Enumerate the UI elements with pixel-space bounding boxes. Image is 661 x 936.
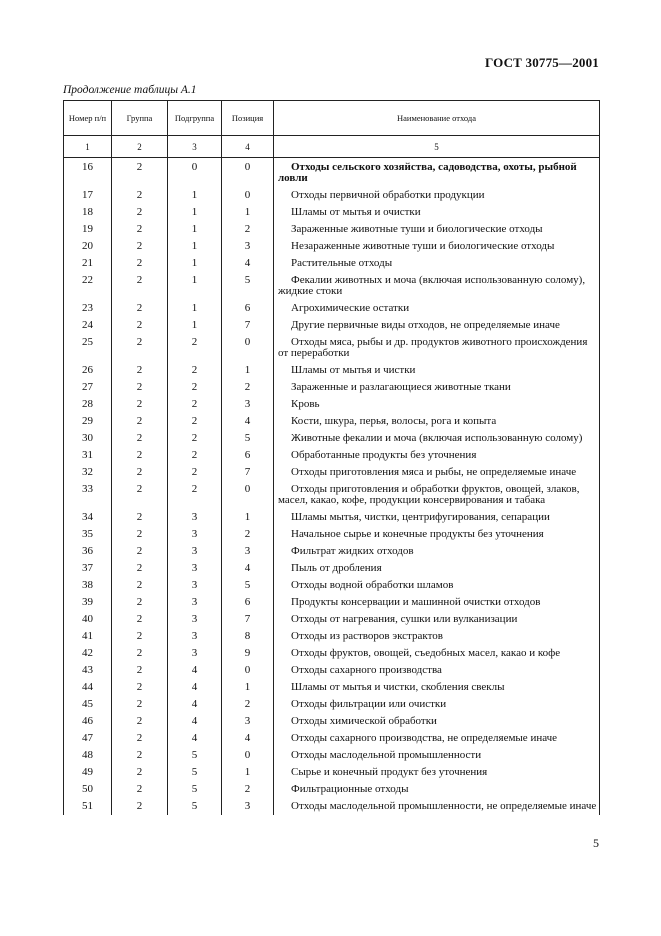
- row-number: 22: [64, 272, 112, 300]
- row-group: 2: [112, 396, 168, 413]
- row-waste-name-cell: [274, 764, 600, 781]
- row-subgroup: 1: [168, 300, 222, 317]
- row-position: 3: [222, 798, 274, 815]
- row-number: 49: [64, 764, 112, 781]
- row-number: 21: [64, 255, 112, 272]
- row-waste-name: Шламы от мытья и чистки: [291, 364, 416, 376]
- row-group: 2: [112, 300, 168, 317]
- col-header-name: Наименование отхода: [274, 101, 600, 136]
- row-position: 7: [222, 611, 274, 628]
- row-position: 1: [222, 362, 274, 379]
- row-group: 2: [112, 730, 168, 747]
- row-waste-name-cell: [274, 317, 600, 334]
- table-row: [64, 594, 600, 611]
- row-subgroup: 4: [168, 662, 222, 679]
- row-number: 46: [64, 713, 112, 730]
- row-waste-name: Отходы маслодельной промышленности, не определяемые иначе: [291, 800, 597, 812]
- row-position: 2: [222, 781, 274, 798]
- row-position: 2: [222, 221, 274, 238]
- row-group: 2: [112, 464, 168, 481]
- row-subgroup: 3: [168, 560, 222, 577]
- row-waste-name: Отходы маслодельной промышленности: [291, 749, 482, 761]
- table-row: [64, 187, 600, 204]
- table-row: [64, 362, 600, 379]
- column-number: 3: [168, 136, 222, 158]
- table-row: [64, 611, 600, 628]
- row-group: 2: [112, 447, 168, 464]
- table-row: [64, 221, 600, 238]
- table-row: [64, 679, 600, 696]
- row-position: 3: [222, 713, 274, 730]
- row-subgroup: 2: [168, 334, 222, 362]
- row-position: 9: [222, 645, 274, 662]
- row-group: 2: [112, 781, 168, 798]
- column-number: 5: [274, 136, 600, 158]
- row-number: 24: [64, 317, 112, 334]
- row-position: 0: [222, 187, 274, 204]
- table-row: [64, 696, 600, 713]
- row-group: 2: [112, 255, 168, 272]
- row-waste-name-cell: [274, 679, 600, 696]
- row-waste-name: Фильтрат жидких отходов: [291, 545, 414, 557]
- table-row: [64, 560, 600, 577]
- row-waste-name-cell: [274, 526, 600, 543]
- table-row: [64, 509, 600, 526]
- row-waste-name: Отходы приготовления мяса и рыбы, не определяемые иначе: [291, 466, 577, 478]
- row-subgroup: 4: [168, 696, 222, 713]
- row-position: 4: [222, 560, 274, 577]
- row-waste-name: Отходы фруктов, овощей, съедобных масел, какао и кофе: [291, 647, 561, 659]
- col-header-number: Номер п/п: [64, 101, 112, 136]
- row-number: 23: [64, 300, 112, 317]
- table-row: [64, 764, 600, 781]
- row-waste-name: Отходы фильтрации или очистки: [291, 698, 447, 710]
- row-waste-name-cell: [274, 272, 600, 300]
- row-waste-name-cell: [274, 662, 600, 679]
- row-waste-name-cell: [274, 696, 600, 713]
- row-position: 6: [222, 594, 274, 611]
- row-group: 2: [112, 764, 168, 781]
- row-waste-name: Растительные отходы: [291, 257, 393, 269]
- row-waste-name: Шламы от мытья и очистки: [291, 206, 421, 218]
- row-waste-name: Продукты консервации и машинной очистки отходов: [291, 596, 541, 608]
- row-number: 29: [64, 413, 112, 430]
- row-waste-name-cell: [274, 781, 600, 798]
- row-position: 7: [222, 317, 274, 334]
- row-waste-name: Другие первичные виды отходов, не определяемые иначе: [291, 319, 560, 331]
- row-number: 51: [64, 798, 112, 815]
- row-subgroup: 5: [168, 747, 222, 764]
- table-row: [64, 577, 600, 594]
- row-subgroup: 4: [168, 713, 222, 730]
- row-subgroup: 3: [168, 526, 222, 543]
- table-row: [64, 413, 600, 430]
- row-number: 37: [64, 560, 112, 577]
- row-number: 16: [64, 158, 112, 188]
- row-subgroup: 1: [168, 238, 222, 255]
- row-waste-name-cell: [274, 713, 600, 730]
- row-position: 0: [222, 158, 274, 188]
- row-subgroup: 3: [168, 509, 222, 526]
- row-group: 2: [112, 747, 168, 764]
- row-subgroup: 2: [168, 464, 222, 481]
- col-header-subgroup: Подгруппа: [168, 101, 222, 136]
- row-group: 2: [112, 696, 168, 713]
- row-number: 38: [64, 577, 112, 594]
- table-row: [64, 334, 600, 362]
- row-position: 0: [222, 481, 274, 509]
- row-number: 33: [64, 481, 112, 509]
- row-waste-name: Животные фекалии и моча (включая использованную солому): [291, 432, 583, 444]
- row-waste-name: Шламы от мытья и чистки, скобления свеклы: [291, 681, 505, 693]
- row-number: 18: [64, 204, 112, 221]
- row-position: 3: [222, 543, 274, 560]
- row-waste-name-cell: [274, 798, 600, 815]
- row-position: 1: [222, 679, 274, 696]
- table-row: [64, 662, 600, 679]
- row-group: 2: [112, 430, 168, 447]
- row-waste-name: Отходы сахарного производства, не определяемые иначе: [291, 732, 558, 744]
- row-number: 28: [64, 396, 112, 413]
- row-number: 47: [64, 730, 112, 747]
- row-waste-name-cell: [274, 413, 600, 430]
- table-body: [64, 158, 600, 816]
- table-row: [64, 447, 600, 464]
- row-number: 41: [64, 628, 112, 645]
- row-waste-name-cell: [274, 255, 600, 272]
- row-group: 2: [112, 481, 168, 509]
- row-waste-name-cell: [274, 747, 600, 764]
- row-subgroup: 1: [168, 187, 222, 204]
- row-waste-name: Отходы сахарного производства: [291, 664, 442, 676]
- table-caption: Продолжение таблицы А.1: [63, 84, 197, 96]
- table-row: [64, 464, 600, 481]
- row-group: 2: [112, 798, 168, 815]
- row-waste-name: Фекалии животных и моча (включая использованную солому), жидкие стоки: [278, 274, 586, 297]
- row-subgroup: 2: [168, 396, 222, 413]
- row-group: 2: [112, 158, 168, 188]
- row-subgroup: 2: [168, 430, 222, 447]
- row-waste-name: Агрохимические остатки: [291, 302, 410, 314]
- row-waste-name-cell: [274, 611, 600, 628]
- waste-table: [63, 100, 600, 815]
- row-position: 1: [222, 764, 274, 781]
- row-group: 2: [112, 204, 168, 221]
- table-row: [64, 481, 600, 509]
- row-waste-name-cell: [274, 543, 600, 560]
- table-row: [64, 430, 600, 447]
- row-subgroup: 3: [168, 611, 222, 628]
- page-number: 5: [593, 836, 599, 850]
- row-group: 2: [112, 560, 168, 577]
- row-position: 2: [222, 379, 274, 396]
- row-waste-name: Начальное сырье и конечные продукты без уточнения: [291, 528, 544, 540]
- column-numbers-row: [64, 136, 600, 158]
- row-waste-name: Отходы сельского хозяйства, садоводства, охоты, рыбной ловли: [278, 161, 577, 184]
- row-number: 44: [64, 679, 112, 696]
- row-subgroup: 5: [168, 798, 222, 815]
- row-waste-name-cell: [274, 560, 600, 577]
- row-waste-name-cell: [274, 447, 600, 464]
- standard-header: ГОСТ 30775—2001: [484, 55, 599, 70]
- row-waste-name: Зараженные животные туши и биологические отходы: [291, 223, 543, 235]
- row-group: 2: [112, 662, 168, 679]
- row-position: 6: [222, 300, 274, 317]
- row-position: 0: [222, 747, 274, 764]
- row-position: 5: [222, 272, 274, 300]
- row-group: 2: [112, 334, 168, 362]
- row-waste-name-cell: [274, 645, 600, 662]
- row-subgroup: 3: [168, 543, 222, 560]
- col-header-position: Позиция: [222, 101, 274, 136]
- row-waste-name-cell: [274, 204, 600, 221]
- table-row: [64, 317, 600, 334]
- row-position: 4: [222, 730, 274, 747]
- row-number: 45: [64, 696, 112, 713]
- row-subgroup: 2: [168, 362, 222, 379]
- row-number: 30: [64, 430, 112, 447]
- row-subgroup: 0: [168, 158, 222, 188]
- row-group: 2: [112, 272, 168, 300]
- row-waste-name-cell: [274, 158, 600, 188]
- row-position: 8: [222, 628, 274, 645]
- row-waste-name: Отходы из растворов экстрактов: [291, 630, 443, 642]
- table-row: [64, 628, 600, 645]
- row-waste-name-cell: [274, 577, 600, 594]
- row-subgroup: 3: [168, 594, 222, 611]
- row-waste-name: Кости, шкура, перья, волосы, рога и копыта: [291, 415, 497, 427]
- row-number: 31: [64, 447, 112, 464]
- column-number: 1: [64, 136, 112, 158]
- row-group: 2: [112, 238, 168, 255]
- row-number: 32: [64, 464, 112, 481]
- row-waste-name: Отходы приготовления и обработки фруктов, овощей, злаков, масел, какао, кофе, продукции консервирования и табака: [278, 483, 580, 506]
- table-row: [64, 730, 600, 747]
- row-waste-name: Шламы мытья, чистки, центрифугирования, сепарации: [291, 511, 550, 523]
- table-row: [64, 238, 600, 255]
- row-waste-name-cell: [274, 187, 600, 204]
- row-waste-name: Обработанные продукты без уточнения: [291, 449, 477, 461]
- row-position: 1: [222, 204, 274, 221]
- table-row: [64, 543, 600, 560]
- row-waste-name-cell: [274, 730, 600, 747]
- table-row: [64, 300, 600, 317]
- table-row: [64, 255, 600, 272]
- row-subgroup: 3: [168, 577, 222, 594]
- row-waste-name-cell: [274, 300, 600, 317]
- row-number: 17: [64, 187, 112, 204]
- row-waste-name: Отходы от нагревания, сушки или вулканизации: [291, 613, 518, 625]
- row-waste-name-cell: [274, 334, 600, 362]
- row-subgroup: 3: [168, 628, 222, 645]
- row-waste-name: Сырье и конечный продукт без уточнения: [291, 766, 488, 778]
- row-number: 42: [64, 645, 112, 662]
- row-group: 2: [112, 317, 168, 334]
- row-subgroup: 1: [168, 255, 222, 272]
- row-waste-name-cell: [274, 238, 600, 255]
- row-subgroup: 4: [168, 679, 222, 696]
- row-subgroup: 2: [168, 413, 222, 430]
- row-position: 3: [222, 396, 274, 413]
- row-number: 48: [64, 747, 112, 764]
- row-waste-name: Отходы мяса, рыбы и др. продуктов животного происхождения от переработки: [278, 336, 588, 359]
- table-row: [64, 158, 600, 188]
- table-row: [64, 747, 600, 764]
- row-position: 5: [222, 577, 274, 594]
- row-waste-name-cell: [274, 362, 600, 379]
- row-waste-name-cell: [274, 221, 600, 238]
- column-number: 2: [112, 136, 168, 158]
- row-number: 35: [64, 526, 112, 543]
- col-header-group: Группа: [112, 101, 168, 136]
- row-position: 1: [222, 509, 274, 526]
- row-waste-name: Незараженные животные туши и биологические отходы: [291, 240, 555, 252]
- row-number: 36: [64, 543, 112, 560]
- table-row: [64, 396, 600, 413]
- row-subgroup: 2: [168, 447, 222, 464]
- row-number: 43: [64, 662, 112, 679]
- row-position: 6: [222, 447, 274, 464]
- row-subgroup: 3: [168, 645, 222, 662]
- table-row: [64, 781, 600, 798]
- row-subgroup: 5: [168, 764, 222, 781]
- row-group: 2: [112, 362, 168, 379]
- row-group: 2: [112, 509, 168, 526]
- table-row: [64, 526, 600, 543]
- row-group: 2: [112, 679, 168, 696]
- row-number: 39: [64, 594, 112, 611]
- row-position: 3: [222, 238, 274, 255]
- row-waste-name: Отходы первичной обработки продукции: [291, 189, 485, 201]
- row-number: 34: [64, 509, 112, 526]
- table-row: [64, 379, 600, 396]
- row-subgroup: 1: [168, 317, 222, 334]
- row-group: 2: [112, 628, 168, 645]
- row-number: 25: [64, 334, 112, 362]
- row-number: 50: [64, 781, 112, 798]
- row-group: 2: [112, 543, 168, 560]
- row-subgroup: 1: [168, 272, 222, 300]
- row-group: 2: [112, 413, 168, 430]
- row-waste-name-cell: [274, 464, 600, 481]
- row-group: 2: [112, 611, 168, 628]
- row-waste-name: Фильтрационные отходы: [291, 783, 409, 795]
- row-number: 20: [64, 238, 112, 255]
- row-waste-name-cell: [274, 379, 600, 396]
- row-waste-name: Кровь: [291, 398, 320, 410]
- row-waste-name-cell: [274, 594, 600, 611]
- row-number: 40: [64, 611, 112, 628]
- row-group: 2: [112, 379, 168, 396]
- row-group: 2: [112, 645, 168, 662]
- row-position: 4: [222, 413, 274, 430]
- row-waste-name-cell: [274, 481, 600, 509]
- table-row: [64, 713, 600, 730]
- row-number: 19: [64, 221, 112, 238]
- row-number: 27: [64, 379, 112, 396]
- row-group: 2: [112, 577, 168, 594]
- row-waste-name-cell: [274, 628, 600, 645]
- row-subgroup: 2: [168, 379, 222, 396]
- row-waste-name: Пыль от дробления: [291, 562, 382, 574]
- row-group: 2: [112, 221, 168, 238]
- row-waste-name-cell: [274, 396, 600, 413]
- row-group: 2: [112, 594, 168, 611]
- table-header-row: [64, 101, 600, 136]
- row-position: 7: [222, 464, 274, 481]
- row-group: 2: [112, 187, 168, 204]
- table-row: [64, 204, 600, 221]
- row-number: 26: [64, 362, 112, 379]
- table-row: [64, 272, 600, 300]
- row-position: 0: [222, 334, 274, 362]
- column-number: 4: [222, 136, 274, 158]
- row-group: 2: [112, 713, 168, 730]
- row-waste-name-cell: [274, 430, 600, 447]
- row-subgroup: 5: [168, 781, 222, 798]
- row-position: 0: [222, 662, 274, 679]
- row-position: 5: [222, 430, 274, 447]
- table-row: [64, 798, 600, 815]
- row-subgroup: 1: [168, 204, 222, 221]
- row-waste-name: Зараженные и разлагающиеся животные ткани: [291, 381, 511, 393]
- row-position: 2: [222, 526, 274, 543]
- table-row: [64, 645, 600, 662]
- row-subgroup: 1: [168, 221, 222, 238]
- row-waste-name-cell: [274, 509, 600, 526]
- row-subgroup: 4: [168, 730, 222, 747]
- row-waste-name: Отходы водной обработки шламов: [291, 579, 454, 591]
- row-group: 2: [112, 526, 168, 543]
- row-waste-name: Отходы химической обработки: [291, 715, 437, 727]
- row-subgroup: 2: [168, 481, 222, 509]
- row-position: 2: [222, 696, 274, 713]
- row-position: 4: [222, 255, 274, 272]
